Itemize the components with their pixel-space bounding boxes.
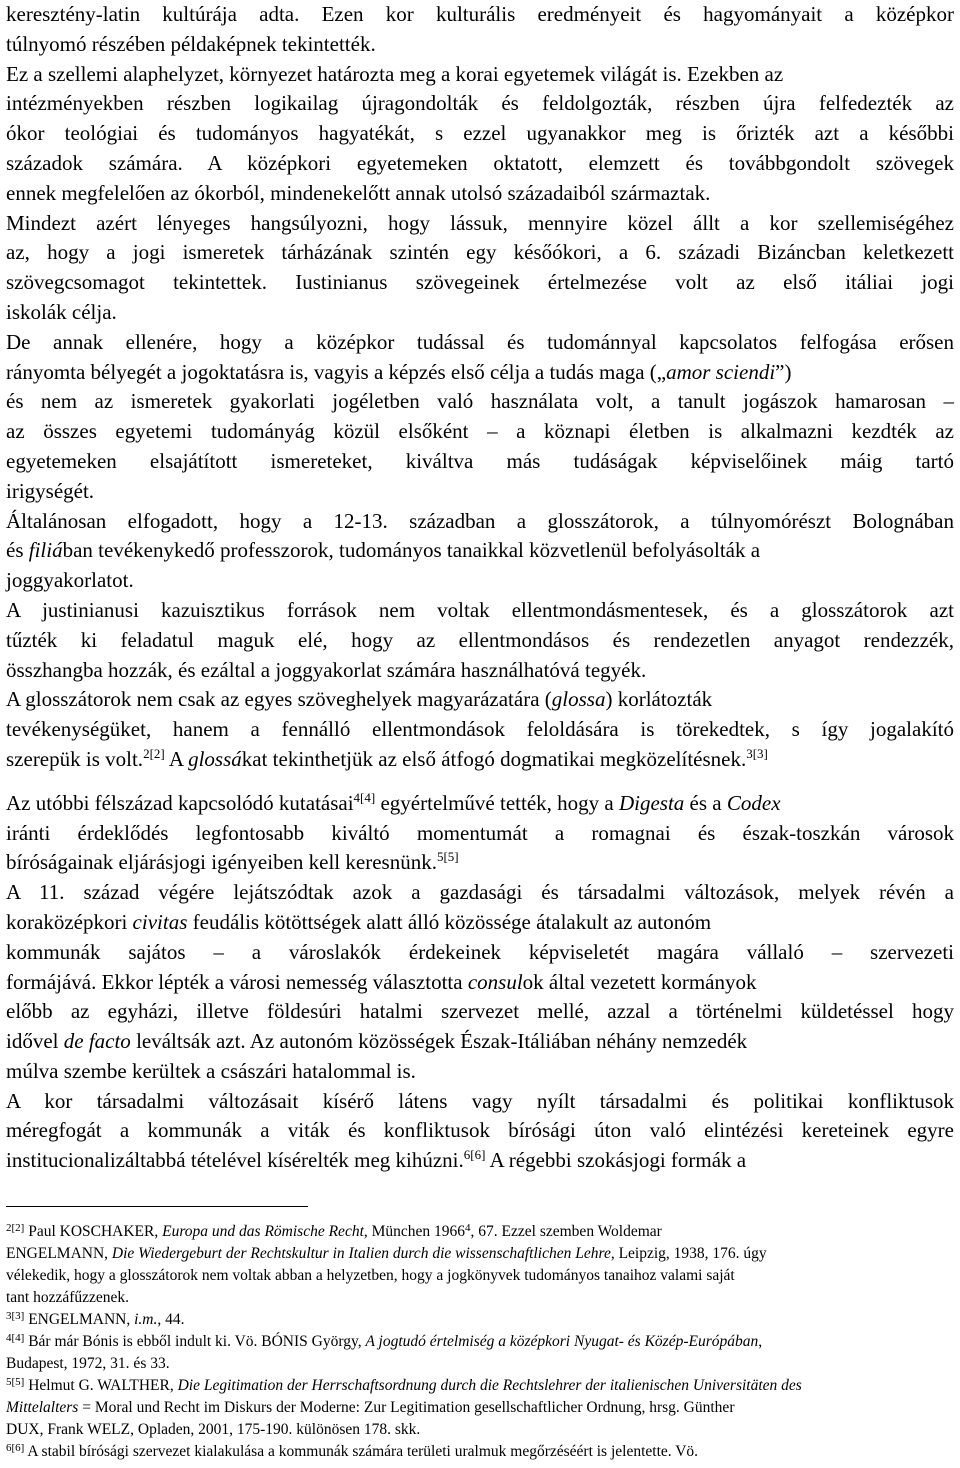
- footnote-line: $^{6[6]}$ A stabil bírósági szervezet kialakulása a kommunák számára területi uralmuk megőrzéséért is jelentette. Vö.: [6, 1442, 699, 1461]
- text-line: tevékenységüket, hanem a fennálló ellentmondások feloldására is törekedtek, s így jogalakító: [6, 717, 954, 742]
- text-line: Általánosan elfogadott, hogy a 12-13. században a glosszátorok, a túlnyomórészt Bolognában: [6, 508, 954, 533]
- text-line: keresztény-latin kultúrája adta. Ezen kor kulturális eredményeit és hagyományait a középkor: [6, 2, 954, 26]
- footnote-line: $^{3[3]}$ ENGELMANN, i.m., 44.: [6, 1310, 185, 1329]
- footnote-ref[interactable]: 4[4]: [353, 789, 376, 805]
- text-line: A justinianusi kazuisztikus források nem voltak ellentmondásmentesek, és a glosszátorok azt: [6, 597, 954, 622]
- text-line: A glosszátorok nem csak az egyes szöveghelyek magyarázatára (glossa) korlátozták: [6, 687, 713, 712]
- footnote-ref[interactable]: 5[5]: [436, 849, 459, 865]
- text-line: koraközépkori civitas feudális kötöttségek alatt álló közössége átalakult az autonóm: [6, 909, 712, 934]
- text-line: A 11. század végére lejátszódtak azok a gazdasági és társadalmi változások, melyek révén a: [6, 880, 954, 905]
- text-line: az, hogy a jogi ismeretek tárházának szintén egy későókori, a 6. századi Bizáncban keletkezett: [6, 240, 954, 265]
- footnote-number: 2[2]: [6, 1222, 25, 1235]
- text-line: századok számára. A középkori egyetemeken oktatott, elemzett és továbbgondolt szövegek: [6, 150, 954, 175]
- text-line: szövegcsomagot tekintettek. Iustinianus szövegeinek értelmezése volt az első itáliai jogi: [6, 270, 954, 295]
- footnote-line: tant hozzáfűzzenek.: [6, 1289, 130, 1307]
- text-line: bíróságainak eljárásjogi igényeiben kell keresnünk.$^{5[5]}$: [6, 849, 459, 875]
- text-line: Ez a szellemi alaphelyzet, környezet határozta meg a korai egyetemek világát is. Ezekben az: [6, 61, 784, 86]
- text-line: joggyakorlatot.: [6, 568, 134, 593]
- footnote-ref[interactable]: 2[2]: [143, 745, 165, 761]
- text-line: és nem az ismeretek gyakorlati jogéletben való használata volt, a tanult jogászok hamarosan –: [6, 389, 954, 414]
- footnote-line: DUX, Frank WELZ, Opladen, 2001, 175-190. különösen 178. skk.: [6, 1421, 421, 1439]
- text-line: irigységét.: [6, 478, 95, 503]
- text-line: összhangba hozzák, és ezáltal a joggyakorlat számára használhatóvá tegyék.: [6, 657, 647, 682]
- text-line: intézményekben részben logikailag újragondolták és feldolgozták, részben újra felfedezték az: [6, 91, 954, 116]
- text-line: szerepük is volt.$^{2[2]}$ A glossákat tekinthetjük az első átfogó dogmatikai megközelítésnek.$^{3[3]}$: [6, 745, 768, 771]
- footnote-ref[interactable]: 6[6]: [463, 1147, 486, 1163]
- text-line: és filiában tevékenykedő professzorok, tudományos tanaikkal közvetlenül befolyásolták a: [6, 538, 761, 563]
- text-line: iskolák célja.: [6, 299, 117, 324]
- footnote-number: 3[3]: [6, 1310, 25, 1323]
- text-line: rányomta bélyegét a jogoktatásra is, vagyis a képzés első célja a tudás maga („amor sciendi”): [6, 359, 792, 384]
- text-line: A kor társadalmi változásait kísérő látens vagy nyílt társadalmi és politikai konfliktusok: [6, 1088, 954, 1113]
- text-line: ókor teológiai és tudományos hagyatékát, s ezzel ugyanakkor meg is őrizték azt a későbbi: [6, 121, 954, 146]
- footnote-line: $^{4[4]}$ Bár már Bónis is ebből indult ki. Vö. BÓNIS György, A jogtudó értelmiség a középkori Nyugat- és Közép-Európában,: [6, 1332, 763, 1351]
- text-line: túlnyomó részében példaképnek tekintették.: [6, 31, 376, 56]
- text-line: Mindezt azért lényeges hangsúlyozni, hogy lássuk, mennyire közel állt a kor szellemiségéhez: [6, 210, 954, 235]
- body-text: [6, 0, 954, 1176]
- text-line: Az utóbbi félszázad kapcsolódó kutatásai$^{4[4]}$ egyértelművé tették, hogy a Digesta és a Codex: [6, 789, 781, 815]
- text-line: institucionalizáltabbá tételével kísérelték meg kihúzni.$^{6[6]}$ A régebbi szokásjogi formák a: [6, 1147, 747, 1173]
- footnote-line: $^{2[2]}$ Paul KOSCHAKER, Europa und das Römische Recht, München 1966$^4$, 67. Ezzel szemben Woldemar: [6, 1222, 662, 1241]
- text-line: az összes egyetemi tudományág közül elsőként – a köznapi életben is alkalmazni kezdték az: [6, 419, 954, 444]
- footnote-line: $^{5[5]}$ Helmut G. WALTHER, Die Legitimation der Herrschaftsordnung durch die Rechtslehrer der italienischen Universitäten des: [6, 1376, 802, 1395]
- text-line: előbb az egyházi, illetve földesúri hatalmi szervezet mellé, azzal a történelmi küldetéssel hogy: [6, 999, 954, 1024]
- text-line: méregfogát a kommunák a viták és konfliktusok bírósági úton való elintézési kereteinek egyre: [6, 1118, 954, 1143]
- footnote-ref[interactable]: 3[3]: [746, 745, 768, 761]
- text-line: iránti érdeklődés legfontosabb kiváltó momentumát a romagnai és észak-toszkán városok: [6, 820, 954, 845]
- text-line: idővel de facto leváltsák azt. Az autonóm közösségek Észak-Itáliában néhány nemzedék: [6, 1029, 748, 1054]
- text-line: tűzték ki feladatul maguk elé, hogy az ellentmondásos és rendezetlen anyagot rendezzék,: [6, 627, 954, 652]
- footnote-number: 4[4]: [6, 1332, 25, 1345]
- footnotes: [6, 1221, 954, 1463]
- footnote-number: 6[6]: [6, 1442, 25, 1455]
- document-page: [6, 0, 954, 1463]
- footnote-line: Budapest, 1972, 31. és 33.: [6, 1355, 170, 1373]
- text-line: De annak ellenére, hogy a középkor tudással és tudománnyal kapcsolatos felfogása erősen: [6, 329, 954, 354]
- footnote-number: 5[5]: [6, 1376, 25, 1389]
- text-line: múlva szembe kerültek a császári hatalommal is.: [6, 1058, 416, 1083]
- text-line: formájává. Ekkor lépték a városi nemesség választotta consulok által vezetett kormányok: [6, 969, 757, 994]
- footnote-line: Mittelalters = Moral und Recht im Diskurs der Moderne: Zur Legitimation gesellschaftlicher Ordnung, hrsg. Günther: [6, 1399, 735, 1417]
- footnote-line: vélekedik, hogy a glosszátorok nem voltak abban a helyzetben, hogy a jogkönyvek tudományos tanaihoz valami saját: [6, 1267, 735, 1285]
- text-line: ennek megfelelően az ókorból, mindenekelőtt annak utolsó századaiból származtak.: [6, 180, 711, 205]
- text-line: kommunák sajátos – a városlakók érdekeinek képviseletét magára vállaló – szervezeti: [6, 939, 954, 964]
- footnote-separator: [6, 1206, 308, 1207]
- text-line: egyetemeken elsajátított ismereteket, kiváltva más tudáságak képviselőinek máig tartó: [6, 448, 954, 473]
- footnote-line: ENGELMANN, Die Wiedergeburt der Rechtskultur in Italien durch die wissenschaftlichen Lehre, Leipzig, 1938, 176. úgy: [6, 1245, 767, 1263]
